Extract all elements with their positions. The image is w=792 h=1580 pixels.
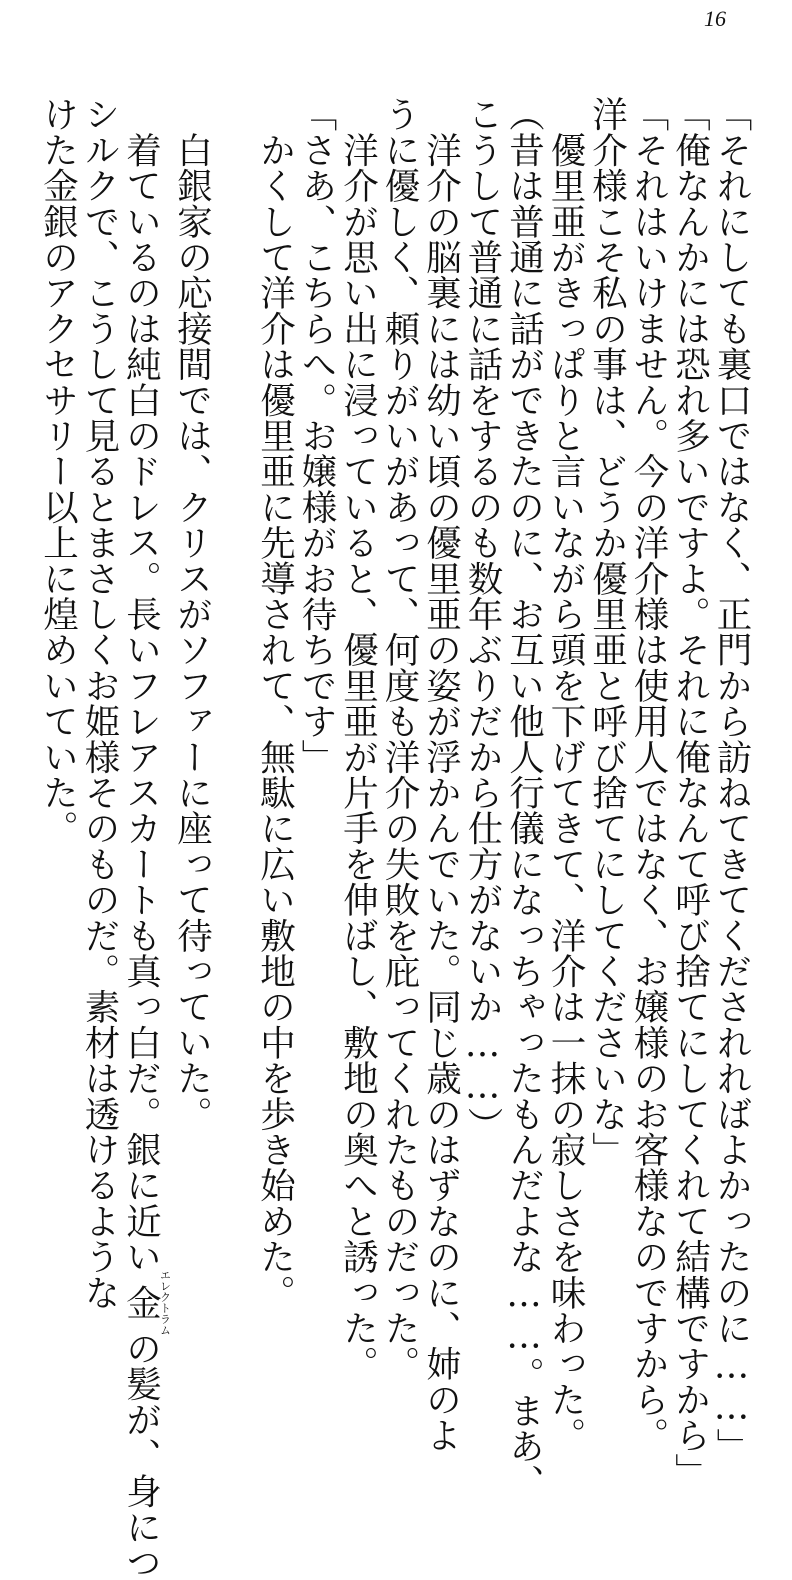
ruby-word xyxy=(120,1269,172,1336)
text-line: 洋介の脳裏には幼い頃の優里亜の姿が浮かんでいた。同じ歳のはずなのに、姉のよ xyxy=(420,96,462,1453)
text-line: 「さあ、こちらへ。お嬢様がお待ちです」 xyxy=(296,96,337,775)
section-gap xyxy=(213,96,255,1186)
page-number: 16 xyxy=(704,6,726,31)
text-line: 白銀家の応接間では、クリスがソファーに座って待っていた。 xyxy=(171,96,213,1132)
text-line: うに優しく、頼りがいがあって、何度も洋介の失敗を庇ってくれたものだった。 xyxy=(379,96,420,1382)
text-line: けた金銀のアクセサリー以上に煌めいていた。 xyxy=(37,96,79,846)
page-body xyxy=(12,96,752,1580)
text-line: かくして洋介は優里亜に先導されて、無駄に広い敷地の中を歩き始めた。 xyxy=(254,96,296,1310)
text-line-part: 着ているのは純白のドレス。長いフレアスカートも真っ白だ。銀に近い xyxy=(120,96,162,1275)
text-line: （昔は普通に話ができたのに、お互い他人行儀になっちゃったもんだよな……。まあ、 xyxy=(503,96,545,1500)
text-line: 洋介様こそ私の事は、どうか優里亜と呼び捨てにしてくださいな」 xyxy=(586,96,628,1167)
text-line: 洋介が思い出に浸っていると、優里亜が片手を伸ばし、敷地の奥へと誘った。 xyxy=(337,96,379,1382)
ruby-reading: エレクトラム xyxy=(158,1269,172,1336)
text-line: 優里亜がきっぱりと言いながら頭を下げてきて、洋介は一抹の寂しさを味わった。 xyxy=(545,96,586,1453)
text-line: こうして普通に話をするのも数年ぶりだから仕方がないか……） xyxy=(462,96,503,1143)
text-line: 「俺なんかには恐れ多いですよ。それに俺なんて呼び捨てにしてくれて結構ですから」 xyxy=(669,96,711,1489)
ruby-base: 金 xyxy=(120,1269,162,1336)
text-line: 「それはいけません。今の洋介様は使用人ではなく、お嬢様のお客様なのですから。 xyxy=(628,96,669,1453)
text-line-part: の髪が、身につ xyxy=(120,1330,162,1580)
text-line: シルクで、こうして見るとまさしくお姫様そのものだ。素材は透けるような xyxy=(79,96,120,1310)
text-line: 「それにしても裏口ではなく、正門から訪ねてきてくだされればよかったのに……」 xyxy=(711,96,752,1464)
text-line-with-ruby xyxy=(120,96,172,1580)
